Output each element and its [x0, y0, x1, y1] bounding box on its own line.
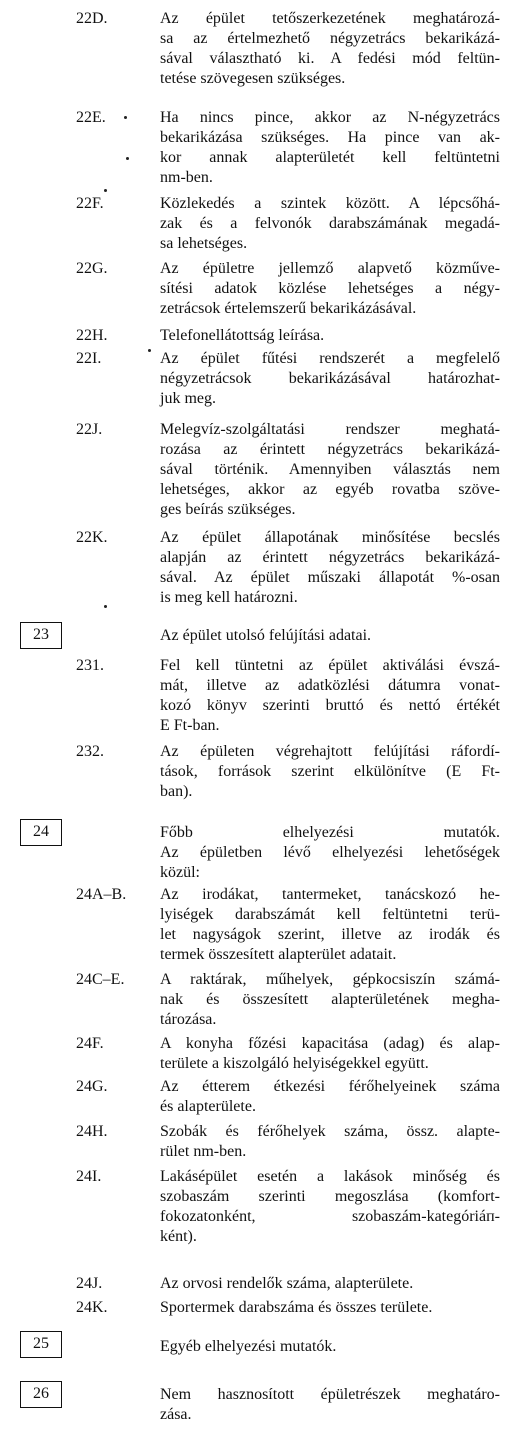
entry-text — [160, 1167, 500, 1247]
entry-code: 24A–B. — [76, 886, 127, 903]
text-line: Telefonellátottság leírása. — [160, 327, 325, 344]
entry-code: 24J. — [76, 1275, 103, 1292]
text-line: Nem hasznosított épületrészek meghatáro- — [160, 1386, 500, 1403]
text-line: Egyéb elhelyezési mutatók. — [160, 1338, 337, 1355]
entry-text — [160, 326, 500, 346]
text-line: Ha nincs pince, akkor az N-négyzetrács — [160, 109, 500, 126]
text-line: nak és összesített alapterületének megha- — [160, 991, 500, 1008]
entry-text — [160, 1298, 500, 1318]
entry-text — [160, 9, 500, 89]
text-line: tetése szövegesen szükséges. — [160, 70, 346, 87]
text-line: Szobák és férőhelyek száma, össz. alapte- — [160, 1123, 500, 1140]
entry-text — [160, 420, 500, 520]
text-line: és alapterülete. — [160, 1098, 256, 1115]
text-line: Közlekedés a szintek között. A lépcsőhá- — [160, 195, 500, 212]
text-line: Az épület állapotának minősítése becslés — [160, 529, 500, 546]
text-line: sa az értelmezhető négyzetrács bekarikázá- — [160, 30, 500, 47]
text-line: szobaszám szerinti megoszlása (komfort- — [160, 1188, 500, 1205]
entry-text — [160, 349, 500, 409]
text-line: közül: — [160, 864, 200, 881]
text-line: A raktárak, műhelyek, gépkocsiszín számá- — [160, 971, 500, 988]
text-line: ként). — [160, 1228, 197, 1245]
entry-text — [160, 885, 500, 965]
entry-text — [160, 1337, 500, 1357]
text-line: területe a kiszolgáló helyiségekkel együtt. — [160, 1055, 429, 1072]
entry-text — [160, 626, 500, 646]
text-line: alapján az érintett négyzetrács bekarikázá- — [160, 549, 500, 566]
text-line: Az épület utolsó felújítási adatai. — [160, 627, 372, 644]
entry-text — [160, 1034, 500, 1074]
entry-code: 22E. — [76, 109, 106, 126]
entry-code: 22K. — [76, 529, 108, 546]
text-line: Az épületben lévő elhelyezési lehetőségek — [160, 844, 500, 861]
text-line: termek összesített alapterület adatait. — [160, 946, 397, 963]
entry-code: 22I. — [76, 350, 102, 367]
text-line: ban). — [160, 783, 193, 800]
text-line: juk meg. — [160, 390, 216, 407]
entry-code: 22J. — [76, 421, 103, 438]
text-line: sával. Az épület műszaki állapotát %-osan — [160, 569, 500, 586]
scan-speck — [104, 189, 107, 192]
text-line: rozása az érintett négyzetrács bekarikázá- — [160, 441, 500, 458]
text-line: kor annak alapterületét kell feltüntetni — [160, 149, 500, 166]
entry-code: 232. — [76, 743, 104, 760]
scan-speck — [124, 116, 127, 119]
text-line: A konyha főzési kapacitása (adag) és alap- — [160, 1035, 500, 1052]
text-line: rület nm-ben. — [160, 1143, 247, 1160]
entry-text — [160, 1122, 500, 1162]
entry-code: 22G. — [76, 260, 108, 277]
entry-code: 24K. — [76, 1299, 108, 1316]
section-number-box: 25 — [20, 1331, 62, 1358]
text-line: sítési adatok közlése lehetséges a négy- — [160, 280, 500, 297]
text-line: zetrácsok értelemszerű bekarikázásával. — [160, 300, 417, 317]
section-number-box: 23 — [20, 622, 62, 649]
text-line: tások, források szerint elkülönítve (E Ft- — [160, 763, 500, 780]
scan-speck — [104, 605, 107, 608]
text-line: Lakásépület esetén a lakások minőség és — [160, 1168, 500, 1185]
text-line: lehetséges, akkor az egyéb rovatba szöve- — [160, 481, 500, 498]
text-line: Fel kell tüntetni az épület aktiválási évszá- — [160, 657, 500, 674]
text-line: sa lehetséges. — [160, 235, 248, 252]
entry-code: 24F. — [76, 1035, 104, 1052]
entry-code: 24C–E. — [76, 971, 125, 988]
text-line: zása. — [160, 1406, 192, 1423]
entry-text — [160, 742, 500, 802]
text-line: lyiségek darabszámát kell feltüntetni terü- — [160, 906, 500, 923]
text-line: Főbb elhelyezési mutatók. — [160, 824, 500, 841]
text-line: Az épületre jellemző alapvető közművе- — [160, 260, 500, 277]
entry-code: 24I. — [76, 1168, 102, 1185]
text-line: Sportermek darabszáma és összes területe. — [160, 1299, 433, 1316]
section-number-box: 26 — [20, 1381, 62, 1408]
entry-code: 22H. — [76, 327, 108, 344]
text-line: négyzetrácsok bekarikázásával határozhat- — [160, 370, 500, 387]
text-line: sával választható ki. A fedési mód feltün- — [160, 50, 500, 67]
entry-code: 24H. — [76, 1123, 108, 1140]
text-line: Melegvíz-szolgáltatási rendszer meghatá- — [160, 421, 500, 438]
text-line: fokozatonként, szobaszám-kategóriáп- — [160, 1208, 500, 1225]
text-line: nm-ben. — [160, 169, 213, 186]
entry-text — [160, 823, 500, 883]
text-line: Az étterem étkezési férőhelyeinek száma — [160, 1078, 500, 1095]
text-line: Az irodákat, tantermeket, tanácskozó he- — [160, 886, 500, 903]
section-number-box: 24 — [20, 819, 62, 846]
entry-text — [160, 1077, 500, 1117]
entry-text — [160, 194, 500, 254]
text-line: Az épület fűtési rendszerét a megfelelő — [160, 350, 500, 367]
text-line: sával történik. Amennyiben választás nem — [160, 461, 500, 478]
text-line: is meg kell határozni. — [160, 589, 298, 606]
text-line: zak és a felvonók darabszámának megadá- — [160, 215, 500, 232]
entry-text — [160, 108, 500, 188]
entry-text — [160, 1274, 500, 1294]
entry-text — [160, 970, 500, 1030]
entry-text — [160, 1385, 500, 1425]
entry-code: 231. — [76, 657, 104, 674]
text-line: Az épületen végrehajtott felújítási ráfordí- — [160, 743, 500, 760]
text-line: tározása. — [160, 1011, 217, 1028]
text-line: E Ft-ban. — [160, 717, 220, 734]
text-line: let nagyságok szerint, illetve az irodák és — [160, 926, 500, 943]
text-line: kozó könyv szerinti bruttó és nettó értékét — [160, 697, 500, 714]
text-line: ges beírás szükséges. — [160, 501, 296, 518]
entry-text — [160, 656, 500, 736]
entry-code: 22F. — [76, 195, 104, 212]
text-line: Az orvosi rendelők száma, alapterülete. — [160, 1275, 414, 1292]
entry-code: 24G. — [76, 1078, 108, 1095]
entry-text — [160, 259, 500, 319]
entry-text — [160, 528, 500, 608]
scan-speck — [126, 157, 129, 160]
text-line: mát, illetve az adatközlési dátumra vonat- — [160, 677, 500, 694]
entry-code: 22D. — [76, 10, 108, 27]
text-line: Az épület tetőszerkezetének meghatározá- — [160, 10, 500, 27]
scan-speck — [148, 349, 151, 352]
text-line: bekarikázása szükséges. Ha pince van ak- — [160, 129, 500, 146]
